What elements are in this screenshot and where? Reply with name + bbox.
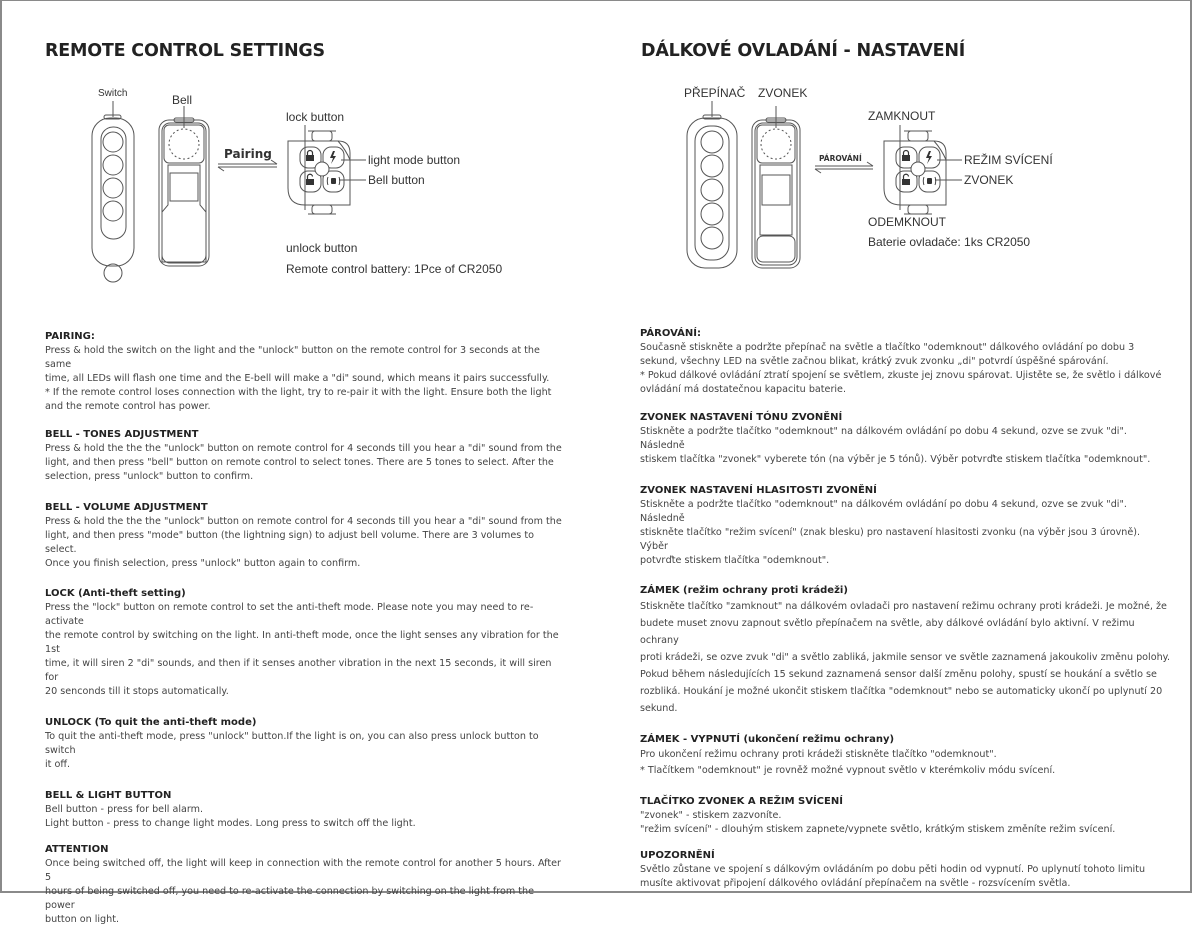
section-text: proti krádeži, se ozve zvuk "di" a světlo zabliká, jakmile sensor ve světle zaznamená jakoukoliv změnu polohy. [640, 652, 1171, 663]
section-text: Současně stiskněte a podržte přepínač na světle a tlačítko "odemknout" dálkového ovládání po dobu 3 [640, 342, 1135, 353]
page-title-cz: DÁLKOVÉ OVLADÁNÍ - NASTAVENÍ [641, 41, 966, 61]
section-heading: ZVONEK NASTAVENÍ HLASITOSTI ZVONĚNÍ [640, 485, 877, 496]
section-unlock [45, 716, 565, 772]
bell-icon [923, 177, 936, 185]
light-mode-button-label: light mode button [368, 153, 461, 167]
battery-label: Remote control battery: 1Pce of CR2050 [286, 262, 503, 276]
bell-label-cz: ZVONEK [758, 86, 808, 100]
section-text: potvrďte stiskem tlačítka "odemknout". [640, 555, 830, 566]
section-heading: BELL & LIGHT BUTTON [45, 790, 172, 801]
section-text: sekund, všechny LED na světle začnou blikat, krátký zvuk zvonku „di" potvrdí úspěšné spárování. [640, 356, 1109, 367]
section-bell-volume [45, 501, 565, 571]
section-heading: ZÁMEK (režim ochrany proti krádeži) [640, 585, 848, 596]
pairing-arrows [218, 160, 277, 171]
diagram-line-art-cz [600, 0, 1194, 300]
section-attention [45, 843, 565, 927]
section-text: Light button - press to change light modes. Long press to switch off the light. [45, 818, 416, 829]
section-zvonek-hlasitost [640, 484, 1170, 568]
section-text: Pro ukončení režimu ochrany proti krádeži stiskněte tlačítko "odemknout". [640, 749, 997, 760]
section-zamek-vypnuti [640, 733, 1170, 779]
section-text: Press & hold the the the "unlock" button on remote control for 4 seconds till you hear a "di" sound from the [45, 443, 562, 454]
light-unit-switch-cz [687, 101, 737, 268]
section-text: light, and then press "mode" button (the lightning sign) to adjust bell volume. There are 3 volumes to select. [45, 530, 534, 555]
section-pairing [45, 330, 565, 414]
bell-label: Bell [172, 93, 193, 107]
section-lock [45, 587, 565, 699]
light-unit-bell-cz [752, 106, 800, 268]
section-heading: UPOZORNĚNÍ [640, 850, 715, 861]
section-text: stiskněte tlačítko "režim svícení" (znak blesku) pro nastavení hlasitosti zvonku (na výběr jsou 3 úrovně). Výběr [640, 527, 1141, 552]
lock-icon [902, 151, 910, 162]
section-text: Stiskněte tlačítko "zamknout" na dálkovém ovladači pro nastavení režimu ochrany proti krádeži. Je možné, že [640, 601, 1167, 612]
lock-button-label: lock button [286, 110, 345, 124]
bell-button-label: Bell button [368, 173, 425, 187]
section-text: * Tlačítkem "odemknout" je rovněž možné vypnout světlo v kterémkoliv módu svícení. [640, 765, 1056, 776]
section-text: and the remote control has power. [45, 401, 211, 412]
section-tlacitko [640, 795, 1170, 837]
section-heading: LOCK (Anti-theft setting) [45, 588, 186, 599]
section-text: 20 senconds till it stops automatically. [45, 686, 229, 697]
remote-face-cz [884, 125, 962, 214]
section-text: Stiskněte a podržte tlačítko "odemknout" na dálkovém ovládání po dobu 4 sekund, ozve se zvuk "di". Následně [640, 426, 1127, 451]
section-heading: PÁROVÁNÍ: [640, 328, 701, 339]
section-text: Press the "lock" button on remote control to set the anti-theft mode. Please note you may need to re-activate [45, 602, 534, 627]
section-upozorneni [640, 849, 1170, 891]
section-text: time, it will siren 2 "di" sounds, and then if it senses another vibration in the next 15 seconds, it will siren for [45, 658, 552, 683]
section-text: time, all LEDs will flash one time and the E-bell will make a "di" sound, which means it pairs successfully. [45, 373, 550, 384]
section-text: Once you finish selection, press "unlock" button again to confirm. [45, 558, 361, 569]
unlock-icon [306, 174, 314, 185]
section-text: stiskem tlačítka "zvonek" vyberete tón (na výběr je 5 tónů). Výběr potvrďte stiskem tlačítka "odemknout". [640, 454, 1151, 465]
lightning-icon [926, 151, 932, 164]
section-text: Press & hold the the the "unlock" button on remote control for 4 seconds till you hear a "di" sound from the [45, 516, 562, 527]
section-text: it off. [45, 759, 71, 770]
remote-face [288, 125, 366, 214]
section-text: button on light. [45, 914, 120, 925]
section-heading: ZVONEK NASTAVENÍ TÓNU ZVONĚNÍ [640, 412, 843, 423]
remote-diagram-cz [600, 0, 1194, 300]
section-parovani [640, 327, 1170, 397]
section-text: selection, press "unlock" button to confirm. [45, 471, 254, 482]
section-text: budete muset znovu zapnout světlo přepínačem na světle, aby dálkové ovládání bylo aktivní. V režimu ochrany [640, 618, 1135, 646]
section-bell-tones [45, 428, 565, 484]
section-text: light, and then press "bell" button on remote control to select tones. There are 5 tones to select. After the [45, 457, 554, 468]
battery-label-cz: Baterie ovladače: 1ks CR2050 [868, 235, 1031, 249]
section-heading: BELL - TONES ADJUSTMENT [45, 429, 199, 440]
section-text: Pokud během následujících 15 sekund zaznamená sensor další změnu polohy, spustí se houkání a světlo se [640, 669, 1157, 680]
section-text: Once being switched off, the light will keep in connection with the remote control for another 5 hours. After 5 [45, 858, 561, 883]
section-text: Press & hold the switch on the light and the "unlock" button on the remote control for 3 seconds at the same [45, 345, 540, 370]
bell-button-label-cz: ZVONEK [964, 173, 1014, 187]
instructions [45, 330, 565, 927]
pairing-label-cz: PÁROVÁNÍ [819, 154, 862, 163]
unlock-button-label: unlock button [286, 241, 358, 255]
section-text: Světlo zůstane ve spojení s dálkovým ovládáním po dobu pěti hodin od vypnutí. Po uplynutí tohoto limitu [640, 864, 1146, 875]
section-text: hours of being switched off, you need to re-activate the connection by switching on the light from the power [45, 886, 535, 911]
section-heading: BELL - VOLUME ADJUSTMENT [45, 502, 208, 513]
section-text: Bell button - press for bell alarm. [45, 804, 204, 815]
section-text: * If the remote control loses connection with the light, try to re-pair it with the light. Ensure both the light [45, 387, 552, 398]
section-heading: ATTENTION [45, 844, 109, 855]
unlock-icon [902, 174, 910, 185]
section-text: sekund. [640, 703, 678, 714]
lightning-icon [330, 151, 336, 164]
light-mode-button-label-cz: REŽIM SVÍCENÍ [964, 153, 1053, 167]
lock-button-label-cz: ZAMKNOUT [868, 109, 936, 123]
section-heading: UNLOCK (To quit the anti-theft mode) [45, 717, 257, 728]
light-unit-switch [92, 101, 134, 282]
switch-label-cz: PŘEPÍNAČ [684, 86, 746, 100]
section-text: "režim svícení" - dlouhým stiskem zapnete/vypnete světlo, krátkým stiskem změníte režim svícení. [640, 824, 1116, 835]
section-zvonek-ton [640, 411, 1170, 467]
bell-icon [327, 177, 340, 185]
section-bell-light-button [45, 789, 565, 831]
section-zamek [640, 584, 1170, 717]
section-text: "zvonek" - stiskem zazvoníte. [640, 810, 782, 821]
section-text: rozbliká. Houkání je možné ukončit stiskem tlačítka "odemknout" nebo se automaticky ukončí po uplynutí 20 [640, 686, 1163, 697]
instructions-cz [640, 327, 1170, 891]
section-heading: ZÁMEK - VYPNUTÍ (ukončení režimu ochrany) [640, 734, 895, 745]
pairing-label: Pairing [224, 147, 272, 161]
pairing-arrows-cz [815, 162, 873, 173]
light-unit-bell [159, 106, 209, 266]
section-text: musíte aktivovat připojení dálkového ovládání přepínačem na světle - rozsvícením světla. [640, 878, 1071, 889]
section-heading: TLAČÍTKO ZVONEK A REŽIM SVÍCENÍ [640, 796, 843, 807]
section-text: Stiskněte a podržte tlačítko "odemknout" na dálkovém ovládání po dobu 4 sekund, ozve se zvuk "di". Následně [640, 499, 1127, 524]
section-text: * Pokud dálkové ovládání ztratí spojení se světlem, zkuste jej znovu spárovat. Ujistěte se, že světlo i dálkové [640, 370, 1162, 381]
section-text: the remote control by switching on the light. In anti-theft mode, once the light senses any vibration for the 1st [45, 630, 559, 655]
section-text: ovládání má dostatečnou kapacitu baterie. [640, 384, 847, 395]
diagram-line-art [0, 0, 600, 300]
switch-label: Switch [98, 88, 128, 99]
lock-icon [306, 151, 314, 162]
remote-diagram [0, 0, 600, 300]
page-title: REMOTE CONTROL SETTINGS [45, 41, 325, 61]
unlock-button-label-cz: ODEMKNOUT [868, 215, 946, 229]
section-text: To quit the anti-theft mode, press "unlock" button.If the light is on, you can also press unlock button to switch [45, 731, 539, 756]
section-heading: PAIRING: [45, 331, 95, 342]
